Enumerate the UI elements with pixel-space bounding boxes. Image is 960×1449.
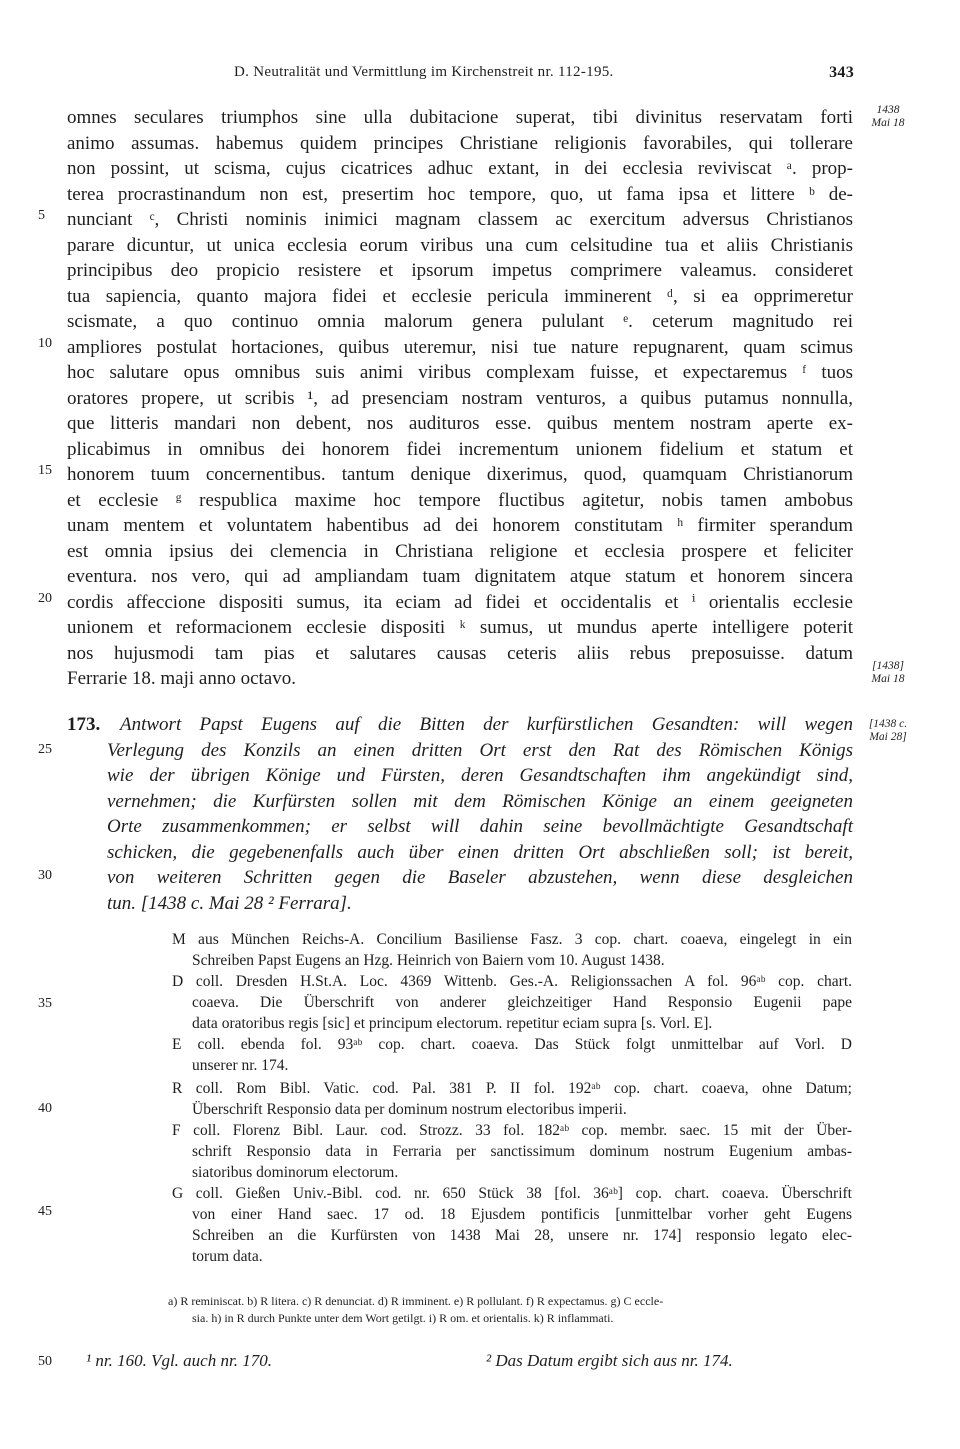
entry-regest-line: Orte zusammenkommen; er selbst will dahin seine bevollmächtigte Gesandtschaft [107, 816, 853, 837]
source-line: Überschrift Responsio data per dominum nostrum electoribus imperii. [192, 1101, 627, 1118]
line-number: 5 [38, 208, 45, 223]
body-line: ampliores postulat hortaciones, quibus uteremur, nisi tue nature repugnarent, quam scimus [67, 336, 853, 358]
margin-date [858, 718, 918, 744]
variant-note-line: a) R reminiscat. b) R litera. c) R denunciat. d) R imminent. e) R pollulant. f) R expectamus. g) C eccle- [168, 1294, 664, 1308]
body-line: eventura. nos vero, qui ad ampliandam tuam dignitatem atque statum et honorem sincera [67, 566, 853, 587]
body-line: hoc salutare opus omnibus suis animi viribus complexam fuisse, et expectaremus ᶠ tuos [67, 362, 853, 383]
entry-regest-line: schicken, die gegebenenfalls auch über einen dritten Ort abschließen soll; ist bereit, [107, 841, 853, 863]
page-number: 343 [829, 64, 854, 81]
running-title: D. Neutralität und Vermittlung im Kirchenstreit nr. 112-195. [234, 64, 614, 80]
entry-regest-line: von weiteren Schritten gegen die Baseler abzustehen, wenn diese desgleichen [107, 867, 853, 888]
line-number: 50 [38, 1354, 52, 1369]
body-line: unionem et reformacionem ecclesie dispositi ᵏ sumus, ut mundus aperte intelligere poterit [67, 617, 853, 638]
margin-date-year: 1438 [876, 104, 900, 116]
body-line: et ecclesie ᵍ respublica maxime hoc tempore fluctibus agitetur, nobis tamen ambobus [67, 489, 853, 511]
body-line: Ferrarie 18. maji anno octavo. [67, 668, 296, 689]
body-line: unam mentem et voluntatem habentibus ad dei honorem constitutam ʰ firmiter sperandum [67, 515, 853, 536]
body-line: nos hujusmodi tam pias et salutares causas ceteris aliis rebus preposuisse. datum [67, 642, 853, 664]
source-line: unserer nr. 174. [192, 1057, 289, 1074]
line-number: 30 [38, 868, 52, 883]
margin-date-year: [1438] [872, 660, 904, 672]
margin-date [858, 660, 918, 686]
body-line: terea procrastinandum non est, presertim hoc tempore, quo, ut fama ipsa et littere ᵇ de- [67, 183, 853, 205]
source-line: M aus München Reichs-A. Concilium Basiliense Fasz. 3 cop. chart. coaeva, eingelegt in ein [172, 931, 852, 948]
source-line: E coll. ebenda fol. 93ᵃᵇ cop. chart. coaeva. Das Stück folgt unmittelbar auf Vorl. D [172, 1036, 852, 1053]
body-line: oratores propere, ut scribis ¹, ad presenciam nostram venturos, a quibus putamus nonnulla, [67, 387, 853, 409]
footnote: ¹ nr. 160. Vgl. auch nr. 170. [86, 1351, 272, 1370]
entry-number: 173. [67, 714, 101, 735]
footnote: ² Das Datum ergibt sich aus nr. 174. [486, 1351, 733, 1370]
margin-date-day: Mai 18 [871, 117, 905, 129]
source-line: F coll. Florenz Bibl. Laur. cod. Strozz. 33 fol. 182ᵃᵇ cop. membr. saec. 15 mit der Über- [172, 1122, 852, 1139]
source-line: coaeva. Die Überschrift von anderer gleichzeitiger Hand Responsio Eugenii pape [192, 994, 852, 1011]
margin-date [858, 104, 918, 130]
body-line: parare dicuntur, ut unica ecclesia eorum viribus una cum celsitudine tua et aliis Christianis [67, 234, 853, 256]
margin-date-year: [1438 c. [868, 718, 908, 730]
source-line: R coll. Rom Bibl. Vatic. cod. Pal. 381 P. II fol. 192ᵃᵇ cop. chart. coaeva, ohne Datum; [172, 1080, 852, 1097]
body-line: principibus deo propicio resistere et ipsorum impetus comprimere valeamus. consideret [67, 260, 853, 281]
entry-regest-line: wie der übrigen Könige und Fürsten, deren Gesandtschaften ihm angekündigt sind, [107, 765, 853, 786]
margin-date-day: Mai 18 [871, 673, 905, 685]
source-line: G coll. Gießen Univ.-Bibl. cod. nr. 650 Stück 38 [fol. 36ᵃᵇ] cop. chart. coaeva. Überschrift [172, 1185, 852, 1202]
body-line: omnes seculares triumphos sine ulla dubitacione superat, tibi divinitus reservatam forti [67, 107, 853, 128]
source-line: siatoribus dominorum electorum. [192, 1164, 399, 1181]
source-line: torum data. [192, 1248, 263, 1265]
entry-regest-line: tun. [1438 c. Mai 28 ² Ferrara]. [107, 892, 352, 914]
entry-regest-line: Antwort Papst Eugens auf die Bitten der kurfürstlichen Gesandten: will wegen [120, 714, 853, 735]
line-number: 10 [38, 336, 52, 351]
source-line: von einer Hand saec. 17 od. 18 Ejusdem pontificis [unmittelbar vorher geht Eugens [192, 1206, 852, 1223]
body-line: honorem tuum concernentibus. tantum denique dixerimus, quod, quamquam Christianorum [67, 464, 853, 485]
body-line: tua sapiencia, quanto majora fidei et ecclesie pericula imminerent ᵈ, si ea opprimeretur [67, 285, 853, 307]
line-number: 45 [38, 1204, 52, 1219]
entry-regest-line: vernehmen; die Kurfürsten sollen mit dem Römischen Könige an einem geeigneten [107, 790, 853, 812]
source-line: Schreiben Papst Eugens an Hzg. Heinrich von Baiern vom 10. August 1438. [192, 952, 665, 969]
margin-date-day: Mai 28] [869, 731, 907, 743]
line-number: 35 [38, 996, 52, 1011]
body-line: non possint, ut scisma, cujus cicatrices adhuc extant, in dei ecclesia reviviscat ᵃ. prop- [67, 158, 853, 179]
source-line: D coll. Dresden H.St.A. Loc. 4369 Wittenb. Ges.-A. Religionssachen A fol. 96ᵃᵇ cop. chart. [172, 973, 852, 990]
line-number: 40 [38, 1101, 52, 1116]
variant-note-line: sia. h) in R durch Punkte unter dem Wort getilgt. i) R om. et orientalis. k) R inflammati. [192, 1311, 614, 1325]
body-line: plicabimus in omnibus dei honorem fidei incrementum unionem fidelium et statum et [67, 438, 853, 460]
body-line: que litteris mandari non debent, nos audituros esse. quibus mentem nostram aperte ex- [67, 413, 853, 434]
body-line: animo assumas. habemus quidem principes Christiane religionis favorabiles, qui tollerare [67, 132, 853, 154]
body-line: scismate, a quo continuo omnia malorum genera pululant ᵉ. ceterum magnitudo rei [67, 311, 853, 332]
body-line: est omnia ipsius dei clemencia in Christiana religione et ecclesia prospere et feliciter [67, 540, 853, 562]
line-number: 15 [38, 463, 52, 478]
source-line: schrift Responsio data in Ferraria per sanctissimum dominum nostrum Eugenium ambas- [192, 1143, 852, 1160]
line-number: 25 [38, 742, 52, 757]
source-line: data oratoribus regis [sic] et principum electorum. repetitur eciam supra [s. Vorl. E]. [192, 1015, 713, 1032]
entry-regest-line: Verlegung des Konzils an einen dritten Ort erst den Rat des Römischen Königs [107, 739, 853, 761]
body-line: nunciant ᶜ, Christi nominis inimici magnam classem ac exercitum adversus Christianos [67, 209, 853, 230]
body-line: cordis affeccione dispositi sumus, ita eciam ad fidei et occidentalis et ⁱ orientalis ecclesie [67, 591, 853, 613]
source-line: Schreiben an die Kurfürsten von 1438 Mai 28, unsere nr. 174] responsio legato elec- [192, 1227, 852, 1244]
line-number: 20 [38, 591, 52, 606]
running-header [234, 64, 854, 86]
